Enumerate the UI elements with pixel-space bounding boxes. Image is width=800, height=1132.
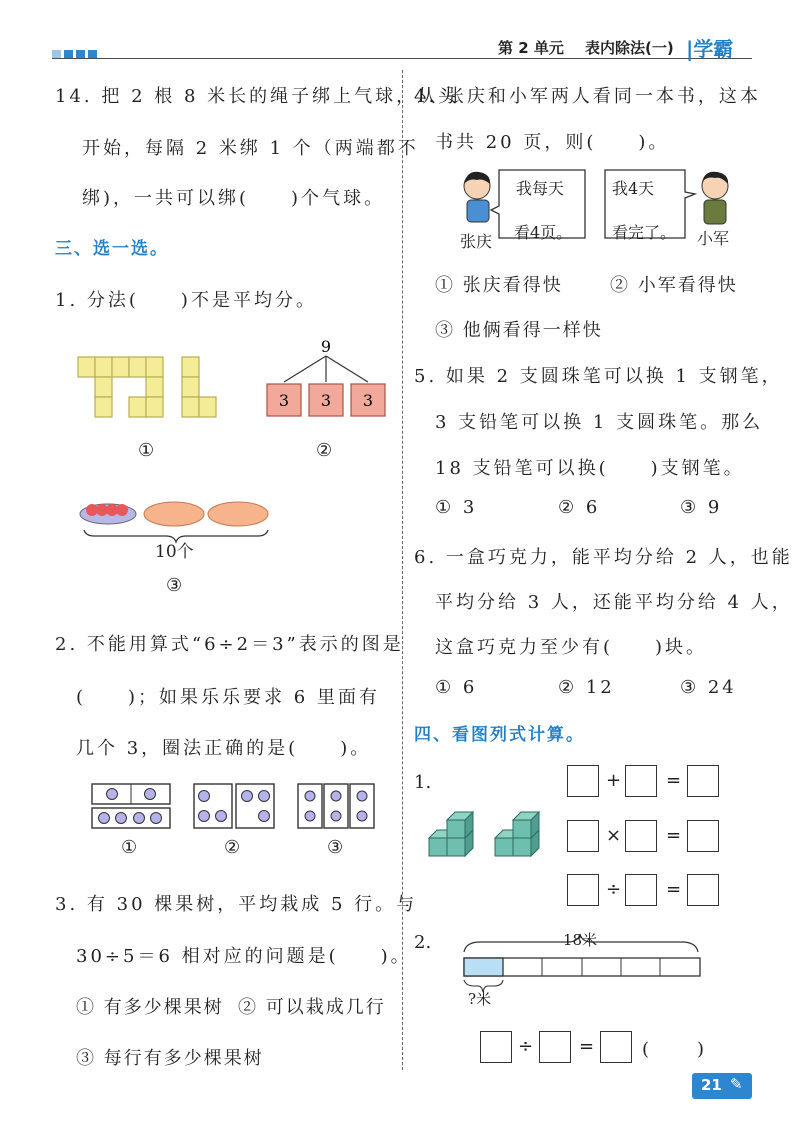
q1-opt3: ③ — [166, 575, 183, 596]
q2-figures — [90, 780, 390, 835]
q3-optA: ① 有多少棵果树 — [76, 997, 224, 1018]
p1-eq2-box2[interactable] — [625, 820, 657, 852]
p2-unit-paren: ( ) — [642, 1039, 709, 1060]
q3-optB: ② 可以栽成几行 — [238, 997, 386, 1018]
q6-line1: 6. 一盒巧克力，能平均分给 2 人，也能 — [414, 547, 793, 568]
p2-box2[interactable] — [539, 1031, 571, 1063]
p1-eq2-eq: = — [666, 825, 682, 846]
q6-optA: ① 6 — [435, 677, 478, 698]
p1-eq1-box2[interactable] — [625, 765, 657, 797]
q2-line2: ( )；如果乐乐要求 6 里面有 — [76, 687, 380, 708]
q14-line3: 绑)，一共可以绑( )个气球。 — [82, 188, 386, 209]
q2-line1: 2. 不能用算式“6÷2＝3”表示的图是 — [55, 634, 404, 655]
section4-title: 四、看图列式计算。 — [414, 725, 585, 745]
q6-optB: ② 12 — [558, 677, 615, 698]
q1-opt1: ① — [138, 440, 155, 461]
header-brand: |学霸 — [686, 37, 734, 61]
q6-line3: 这盒巧克力至少有( )块。 — [435, 637, 708, 658]
p1-eq2-box1[interactable] — [567, 820, 599, 852]
p1-eq3-op: ÷ — [606, 879, 622, 900]
p1-eq3-box3[interactable] — [687, 874, 719, 906]
q2-line3: 几个 3，圈法正确的是( )。 — [76, 738, 372, 759]
p1-eq1-box3[interactable] — [687, 765, 719, 797]
q6-line2: 平均分给 3 人，还能平均分给 4 人， — [435, 592, 793, 613]
q1-box-label-2: 3 — [320, 391, 332, 410]
q5-optB: ② 6 — [558, 497, 601, 518]
p2-number: 2. — [414, 932, 432, 953]
q1-total-label: 9 — [320, 338, 332, 356]
q4-bubble1-l2: 看4页。 — [514, 223, 573, 242]
q1-box-label-3: 3 — [362, 391, 374, 410]
q4-bubble1-l1: 我每天 — [516, 179, 565, 198]
q4-line2: 书共 20 页，则( )。 — [435, 132, 670, 153]
q4-name2: 小军 — [697, 229, 730, 248]
p1-eq1-eq: = — [666, 770, 682, 791]
q5-line2: 3 支铅笔可以换 1 支圆珠笔。那么 — [435, 412, 764, 433]
q5-line3: 18 支铅笔可以换( )支钢笔。 — [435, 458, 745, 479]
q5-line1: 5. 如果 2 支圆珠笔可以换 1 支钢笔， — [414, 366, 783, 387]
q4-bubble2-l2: 看完了。 — [612, 223, 677, 242]
p2-box1[interactable] — [480, 1031, 512, 1063]
p1-eq3-box2[interactable] — [625, 874, 657, 906]
q14-line1: 14. 把 2 根 8 米长的绳子绑上气球，从头 — [55, 86, 460, 107]
p2-op: ÷ — [518, 1036, 534, 1057]
q3-line1: 3. 有 30 棵果树，平均栽成 5 行。与 — [55, 894, 418, 915]
q4-bubble2-l1: 我4天 — [612, 179, 655, 198]
q2-opt1: ① — [121, 837, 138, 858]
p1-eq2-op: × — [606, 825, 622, 846]
q1-box-label-1: 3 — [278, 391, 290, 410]
pencil-icon: ✎ — [730, 1075, 743, 1093]
p1-eq3-eq: = — [666, 879, 682, 900]
q1-count-label: 10个 — [155, 542, 194, 562]
column-divider — [402, 70, 403, 1070]
q14-line2: 开始，每隔 2 米绑 1 个（两端都不 — [82, 138, 419, 159]
header-topic: 表内除法(一) — [585, 39, 674, 57]
q4-optC: ③ 他俩看得一样快 — [435, 320, 603, 341]
q1-tree — [258, 338, 398, 424]
q1-tiles — [72, 355, 232, 421]
q4-name1: 张庆 — [460, 232, 493, 251]
page-number: 21 — [701, 1076, 722, 1094]
header-unit: 第 2 单元 — [498, 39, 564, 57]
q1-opt2: ② — [316, 440, 333, 461]
q1-text: 1. 分法( )不是平均分。 — [55, 290, 317, 311]
p1-eq3-box1[interactable] — [567, 874, 599, 906]
header-dots — [52, 44, 100, 63]
brand-logo: 学霸 — [693, 37, 734, 61]
p2-box3[interactable] — [600, 1031, 632, 1063]
q4-optA: ① 张庆看得快 — [435, 275, 563, 296]
q3-optC: ③ 每行有多少棵果树 — [76, 1048, 264, 1069]
q3-line2: 30÷5＝6 相对应的问题是( )。 — [76, 946, 412, 967]
q2-opt3: ③ — [327, 837, 344, 858]
section3-title: 三、选一选。 — [55, 239, 169, 259]
header-rule — [52, 58, 752, 59]
p2-total-label: 18米 — [563, 931, 598, 949]
q6-optC: ③ 24 — [680, 677, 737, 698]
p2-part-label: ?米 — [468, 990, 492, 1008]
p1-eq2-box3[interactable] — [687, 820, 719, 852]
q2-opt2: ② — [224, 837, 241, 858]
p1-eq1-op: + — [606, 770, 622, 791]
q4-line1: 4. 张庆和小军两人看同一本书，这本 — [414, 86, 761, 107]
q4-optB: ② 小军看得快 — [610, 275, 738, 296]
q5-optC: ③ 9 — [680, 497, 723, 518]
p1-cubes — [425, 804, 555, 866]
p1-eq1-box1[interactable] — [567, 765, 599, 797]
p2-eq: = — [579, 1036, 595, 1057]
q5-optA: ① 3 — [435, 497, 478, 518]
p1-number: 1. — [414, 772, 432, 793]
